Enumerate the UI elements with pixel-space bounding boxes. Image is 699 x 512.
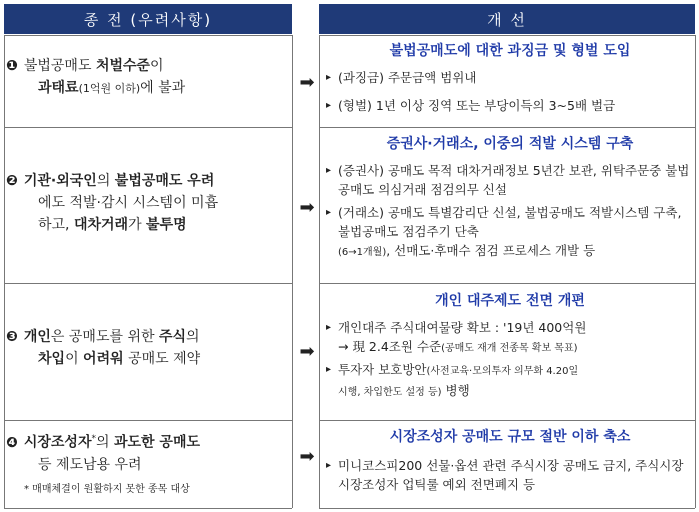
arrow-icon: ➡ xyxy=(299,341,315,362)
border xyxy=(319,35,320,508)
list-item: ▸ (형벌) 1년 이상 징역 또는 부당이득의 3~5배 벌금 xyxy=(324,96,696,115)
border xyxy=(4,35,5,508)
row-title: 불법공매도에 대한 과징금 및 형벌 도입 xyxy=(389,43,631,59)
row3-after xyxy=(324,288,696,402)
footnote: * 매매체결이 원활하지 못한 종목 대상 xyxy=(24,483,190,495)
divider xyxy=(4,420,292,421)
number-badge: ❸ xyxy=(6,329,18,345)
number-badge: ❶ xyxy=(6,58,18,74)
divider xyxy=(319,127,695,128)
row-title: 증권사·거래소, 이중의 적발 시스템 구축 xyxy=(386,136,634,152)
row-title: 개인 대주제도 전면 개편 xyxy=(435,293,585,309)
divider xyxy=(4,508,292,509)
row4-after xyxy=(324,424,696,494)
list-item: ▸ (거래소) 공매도 특별감리단 신설, 불법공매도 적발시스템 구축, 불법공매도 점검주기 단축 xyxy=(324,203,696,241)
number-badge: ❹ xyxy=(6,434,18,451)
list-item: ▸ 미니코스피200 선물·옵션 관련 주식시장 공매도 금지, 주식시장 시장조성자 업틱룰 예외 전면폐지 등 xyxy=(324,456,696,494)
row3-before: ❸ 개인은 공매도를 위한 주식의 차입이 어려워 공매도 제약 xyxy=(6,329,201,367)
row1-before: ❶ 불법공매도 처벌수준이 과태료(1억원 이하)에 불과 xyxy=(6,58,186,96)
divider xyxy=(319,283,695,284)
row2-after xyxy=(324,131,696,262)
list-item-continued: (6→1개월), 선매도·후매수 점검 프로세스 개발 등 xyxy=(338,243,596,258)
row1-after xyxy=(324,38,696,115)
row4-before: ❹ 시장조성자*의 과도한 공매도 등 제도남용 우려 * 매매체결이 원활하지 못한 종목 대상 xyxy=(6,428,292,498)
arrow-icon: ➡ xyxy=(299,72,315,93)
number-badge: ❷ xyxy=(6,173,18,189)
list-item-continued: → 現 2.4조원 수준(공매도 재개 전종목 확보 목표) xyxy=(338,339,578,354)
arrow-icon: ➡ xyxy=(299,197,315,218)
border xyxy=(292,35,293,508)
header-before: 종 전 (우려사항) xyxy=(4,4,292,34)
header-after: 개 선 xyxy=(319,4,695,34)
divider xyxy=(319,420,695,421)
list-item: ▸ (증권사) 공매도 목적 대차거래정보 5년간 보관, 위탁주문중 불법공매도 의심거래 점검의무 신설 xyxy=(324,161,696,199)
divider xyxy=(4,283,292,284)
row-title: 시장조성자 공매도 규모 절반 이하 축소 xyxy=(389,429,631,445)
list-item: ▸ 개인대주 주식대여물량 확보 : '19년 400억원 xyxy=(324,318,696,337)
divider xyxy=(4,35,292,36)
list-item: ▸ (과징금) 주문금액 범위내 xyxy=(324,68,696,87)
arrow-icon: ➡ xyxy=(299,446,315,467)
list-item-continued: 시행, 차입한도 설정 등) 병행 xyxy=(338,383,470,398)
divider xyxy=(4,127,292,128)
divider xyxy=(319,35,695,36)
row2-before: ❷ 기관·외국인의 불법공매도 우려 에도 적발·감시 시스템이 미흡 하고, 대차거래가 불투명 xyxy=(6,173,219,233)
list-item: ▸ 투자자 보호방안(사전교육·모의투자 의무화 4.20일 xyxy=(324,360,696,381)
divider xyxy=(319,508,695,509)
